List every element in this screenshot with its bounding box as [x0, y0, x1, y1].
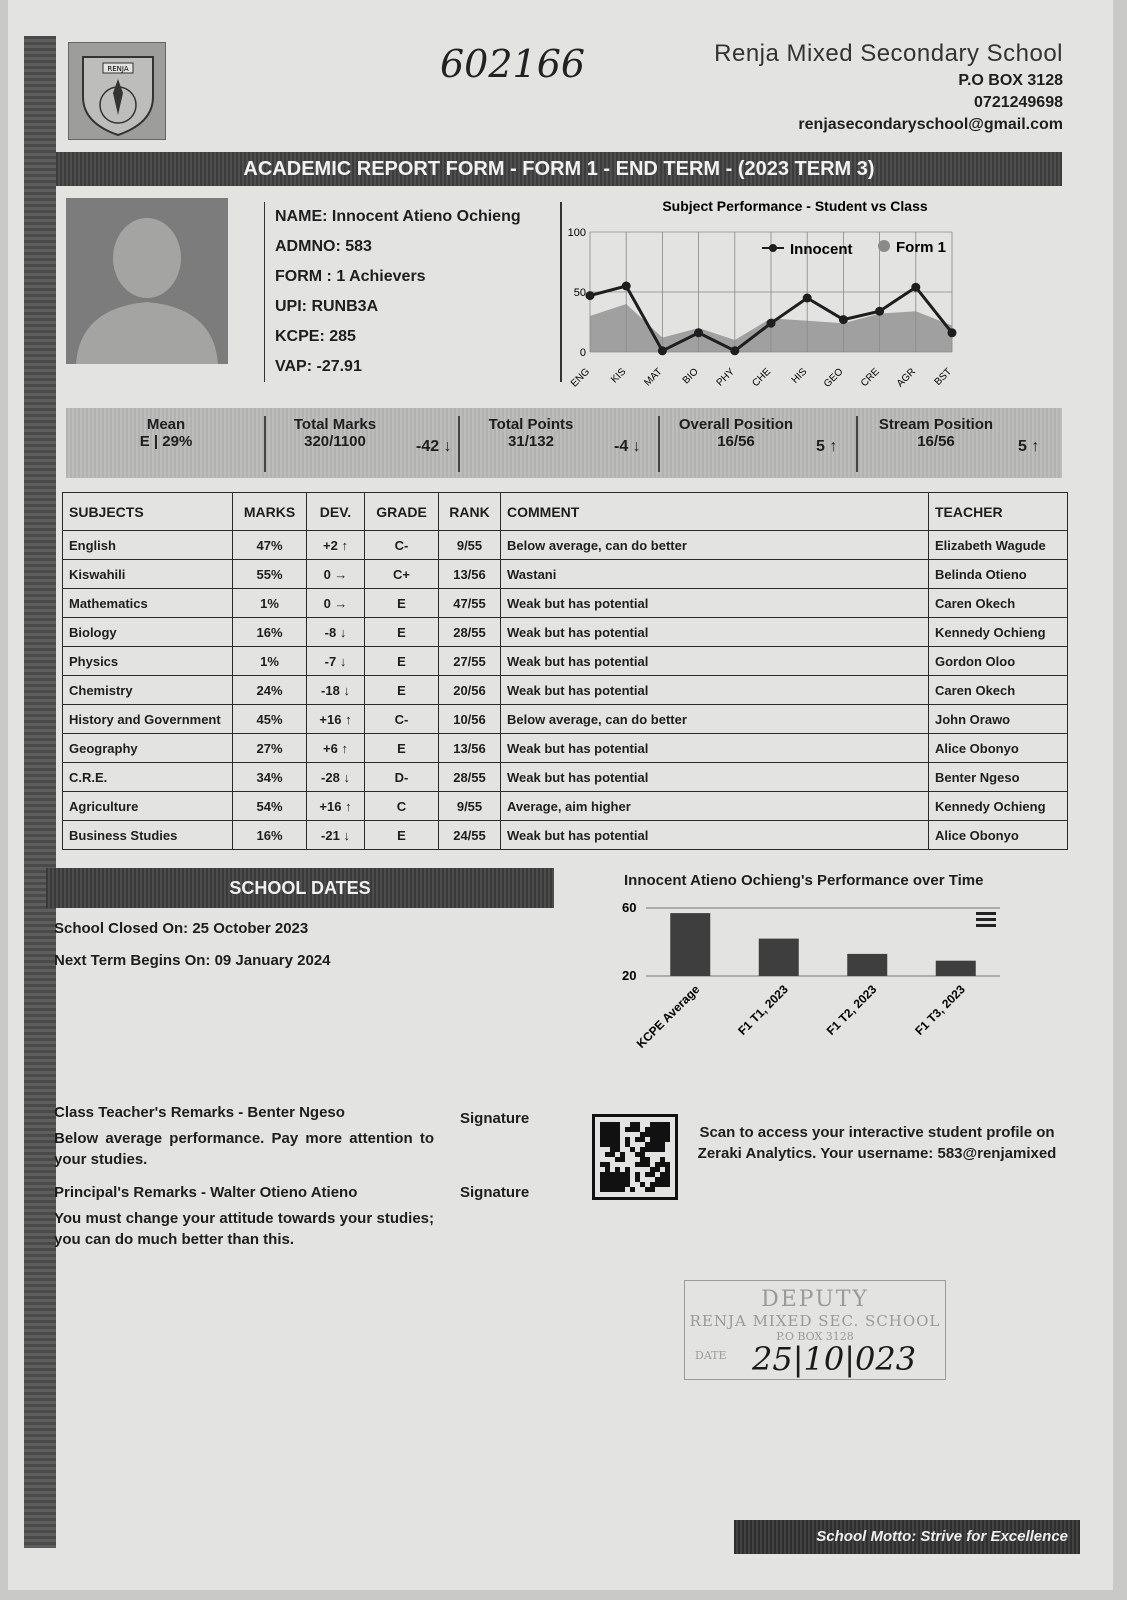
principal-remarks-title: Principal's Remarks - Walter Otieno Atieno [54, 1184, 358, 1201]
cell-rank: 9/55 [439, 531, 501, 560]
cell-subject: Biology [63, 618, 233, 647]
school-logo [68, 42, 166, 140]
cell-grade: E [365, 734, 439, 763]
logo-text: RENJA [107, 65, 129, 73]
cell-subject: Physics [63, 647, 233, 676]
cell-grade: E [365, 618, 439, 647]
cell-comment: Weak but has potential [501, 618, 929, 647]
cell-comment: Weak but has potential [501, 647, 929, 676]
student-name: NAME: Innocent Atieno Ochieng [275, 208, 521, 225]
xtick-3: F1 T3, 2023 [912, 982, 968, 1038]
cell-marks: 1% [233, 647, 307, 676]
cell-rank: 13/56 [439, 560, 501, 589]
school-header [714, 40, 1063, 134]
stamp-line2: RENJA MIXED SEC. SCHOOL [689, 1312, 941, 1330]
legend-innocent-marker [769, 244, 777, 252]
class-teacher-remarks-text: Below average performance. Pay more attention to your studies. [54, 1130, 434, 1168]
table-row [63, 647, 1068, 676]
cell-marks: 45% [233, 705, 307, 734]
col-comment: COMMENT [501, 493, 929, 531]
cell-rank: 24/55 [439, 821, 501, 850]
col-rank: RANK [439, 493, 501, 531]
cell-marks: 54% [233, 792, 307, 821]
stat-stream-value: 16/56 [917, 433, 955, 450]
summary-stats-bar [66, 408, 1062, 478]
xtick-kis: KIS [609, 366, 629, 386]
cell-subject: Kiswahili [63, 560, 233, 589]
stamp-date-label: DATE [695, 1349, 727, 1362]
cell-teacher: Kennedy Ochieng [929, 792, 1068, 821]
school-email: renjasecondaryschool@gmail.com [798, 116, 1063, 133]
table-row [63, 792, 1068, 821]
stat-separator [658, 416, 660, 472]
school-motto: School Motto: Strive for Excellence [734, 1520, 1080, 1554]
cell-grade: C [365, 792, 439, 821]
table-row [63, 821, 1068, 850]
point-agr [911, 283, 920, 292]
cell-subject: Chemistry [63, 676, 233, 705]
student-vap: VAP: -27.91 [275, 358, 362, 375]
cell-dev: 0 → [307, 560, 365, 589]
cell-rank: 9/55 [439, 792, 501, 821]
school-box: P.O BOX 3128 [958, 72, 1063, 89]
cell-marks: 27% [233, 734, 307, 763]
cell-teacher: Gordon Oloo [929, 647, 1068, 676]
cell-dev: -28 ↓ [307, 763, 365, 792]
cell-dev: 0 → [307, 589, 365, 618]
cell-grade: C+ [365, 560, 439, 589]
cell-grade: C- [365, 531, 439, 560]
cell-teacher: Benter Ngeso [929, 763, 1068, 792]
xtick-bst: BST [932, 366, 955, 388]
stat-mean-value: E | 29% [139, 433, 193, 450]
xtick-0: KCPE Average [633, 982, 703, 1051]
cell-grade: D- [365, 763, 439, 792]
xtick-phy: PHY [714, 366, 737, 389]
cell-dev: +6 ↑ [307, 734, 365, 763]
point-phy [730, 346, 739, 355]
cell-dev: +16 ↑ [307, 792, 365, 821]
stat-stream-dev: 5 ↑ [1018, 438, 1040, 455]
cell-comment: Weak but has potential [501, 734, 929, 763]
stat-stream-label: Stream Position [878, 416, 994, 433]
xtick-agr: AGR [894, 366, 918, 390]
cell-marks: 24% [233, 676, 307, 705]
xtick-1: F1 T1, 2023 [735, 982, 791, 1038]
point-bio [694, 328, 703, 337]
cell-dev: -7 ↓ [307, 647, 365, 676]
table-row [63, 531, 1068, 560]
table-row [63, 763, 1068, 792]
student-form: FORM : 1 Achievers [275, 268, 426, 285]
col-subjects: SUBJECTS [63, 493, 233, 531]
chart2-title: Innocent Atieno Ochieng's Performance over Time [624, 872, 984, 889]
cell-rank: 47/55 [439, 589, 501, 618]
col-teacher: TEACHER [929, 493, 1068, 531]
stat-overall-position [670, 416, 802, 470]
stamp-line1: DEPUTY [761, 1287, 869, 1312]
bar-2 [847, 954, 887, 976]
point-geo [839, 315, 848, 324]
qr-instructions: Scan to access your interactive student profile on Zeraki Analytics. Your username: 583@renjamixed [697, 1124, 1057, 1162]
xtick-geo: GEO [822, 366, 846, 390]
chart-menu-icon[interactable] [976, 912, 996, 928]
ytick-0: 0 [579, 347, 586, 359]
cell-grade: E [365, 676, 439, 705]
cell-teacher: Alice Obonyo [929, 734, 1068, 763]
cell-comment: Weak but has potential [501, 676, 929, 705]
cell-teacher: Caren Okech [929, 589, 1068, 618]
chart-divider [560, 202, 562, 382]
point-eng [586, 291, 595, 300]
point-bst [948, 328, 957, 337]
cell-teacher: Kennedy Ochieng [929, 618, 1068, 647]
cell-dev: -21 ↓ [307, 821, 365, 850]
chart1-title: Subject Performance - Student vs Class [662, 198, 928, 214]
cell-rank: 28/55 [439, 763, 501, 792]
cell-marks: 47% [233, 531, 307, 560]
cell-dev: +2 ↑ [307, 531, 365, 560]
cell-subject: History and Government [63, 705, 233, 734]
left-border-strip [24, 36, 56, 1548]
student-photo [66, 198, 228, 364]
col-dev: DEV. [307, 493, 365, 531]
stat-overall-dev: 5 ↑ [816, 438, 838, 455]
bar-3 [936, 961, 976, 976]
cell-rank: 13/56 [439, 734, 501, 763]
table-row [63, 734, 1068, 763]
table-row [63, 618, 1068, 647]
school-dates-banner: SCHOOL DATES [46, 868, 554, 908]
ytick-50: 50 [573, 287, 586, 299]
student-details [264, 202, 521, 382]
cell-comment: Weak but has potential [501, 821, 929, 850]
cell-rank: 28/55 [439, 618, 501, 647]
point-cre [875, 307, 884, 316]
cell-comment: Below average, can do better [501, 531, 929, 560]
legend-form1-marker [878, 240, 890, 252]
cell-teacher: Alice Obonyo [929, 821, 1068, 850]
point-his [803, 294, 812, 303]
xtick-his: HIS [789, 366, 810, 386]
cell-comment: Weak but has potential [501, 589, 929, 618]
class-teacher-signature-label: Signature [460, 1110, 530, 1127]
xtick-che: CHE [750, 366, 774, 390]
cell-grade: C- [365, 705, 439, 734]
cell-rank: 20/56 [439, 676, 501, 705]
col-grade: GRADE [365, 493, 439, 531]
ytick-20: 20 [622, 968, 637, 983]
cell-grade: E [365, 589, 439, 618]
stat-mean-label: Mean [146, 416, 186, 433]
principal-remarks-text: You must change your attitude towards your studies; you can do much better than this. [54, 1210, 434, 1248]
cell-grade: E [365, 821, 439, 850]
ytick-100: 100 [567, 227, 586, 239]
cell-teacher: Belinda Otieno [929, 560, 1068, 589]
principal-signature-label: Signature [460, 1184, 530, 1201]
chart1-legend [762, 239, 946, 258]
cell-grade: E [365, 647, 439, 676]
stat-separator [264, 416, 266, 472]
next-term-date: Next Term Begins On: 09 January 2024 [54, 952, 331, 969]
stat-total-points [476, 416, 586, 470]
col-marks: MARKS [233, 493, 307, 531]
class-teacher-remarks-title: Class Teacher's Remarks - Benter Ngeso [54, 1104, 345, 1121]
ytick-60: 60 [622, 900, 637, 915]
cell-dev: +16 ↑ [307, 705, 365, 734]
stat-total-points-dev: -4 ↓ [614, 438, 641, 455]
stat-separator [458, 416, 460, 472]
performance-over-time-chart [610, 900, 1010, 1080]
cell-comment: Average, aim higher [501, 792, 929, 821]
xtick-2: F1 T2, 2023 [823, 982, 880, 1038]
cell-subject: Mathematics [63, 589, 233, 618]
point-mat [658, 346, 667, 355]
handwritten-stamp-date: 25|10|023 [752, 1340, 917, 1378]
cell-marks: 34% [233, 763, 307, 792]
table-row [63, 589, 1068, 618]
bar-0 [670, 913, 710, 976]
stat-total-marks-label: Total Marks [293, 416, 377, 433]
cell-subject: English [63, 531, 233, 560]
subjects-table [62, 492, 1068, 850]
point-che [767, 319, 776, 328]
cell-subject: Agriculture [63, 792, 233, 821]
stat-total-marks-value: 320/1100 [304, 433, 366, 450]
student-admno: ADMNO: 583 [275, 238, 372, 255]
stat-overall-value: 16/56 [717, 433, 755, 450]
person-silhouette-icon [66, 198, 228, 364]
school-name: Renja Mixed Secondary School [714, 40, 1063, 67]
student-upi: UPI: RUNB3A [275, 298, 379, 315]
table-header-row [63, 493, 1068, 531]
stat-separator [856, 416, 858, 472]
stat-overall-label: Overall Position [678, 416, 794, 433]
table-row [63, 676, 1068, 705]
cell-teacher: John Orawo [929, 705, 1068, 734]
cell-marks: 1% [233, 589, 307, 618]
xtick-eng: ENG [569, 366, 593, 390]
handwritten-number: 602166 [440, 42, 586, 86]
table-row [63, 705, 1068, 734]
cell-marks: 16% [233, 821, 307, 850]
cell-subject: Business Studies [63, 821, 233, 850]
school-phone: 0721249698 [974, 94, 1063, 111]
cell-rank: 27/55 [439, 647, 501, 676]
cell-dev: -8 ↓ [307, 618, 365, 647]
school-closed-date: School Closed On: 25 October 2023 [54, 920, 309, 937]
legend-form1: Form 1 [896, 239, 947, 256]
cell-marks: 55% [233, 560, 307, 589]
cell-comment: Wastani [501, 560, 929, 589]
subject-performance-chart [567, 196, 990, 396]
cell-rank: 10/56 [439, 705, 501, 734]
cell-teacher: Elizabeth Wagude [929, 531, 1068, 560]
stat-stream-position [870, 416, 1002, 470]
student-kcpe: KCPE: 285 [275, 328, 356, 345]
xtick-mat: MAT [642, 366, 665, 389]
cell-teacher: Caren Okech [929, 676, 1068, 705]
point-kis [622, 282, 631, 291]
bar-1 [759, 939, 799, 976]
xtick-bio: BIO [680, 366, 701, 387]
legend-innocent: Innocent [790, 241, 853, 258]
report-title: ACADEMIC REPORT FORM - FORM 1 - END TERM - (2023 TERM 3) [56, 152, 1062, 186]
qr-code-icon[interactable] [592, 1114, 678, 1200]
cell-subject: Geography [63, 734, 233, 763]
stat-total-points-value: 31/132 [508, 433, 554, 450]
stat-total-marks-dev: -42 ↓ [416, 438, 452, 455]
cell-marks: 16% [233, 618, 307, 647]
stat-mean [106, 416, 226, 470]
cell-dev: -18 ↓ [307, 676, 365, 705]
cell-subject: C.R.E. [63, 763, 233, 792]
stamp-line3: P.O BOX 3128 [776, 1330, 854, 1343]
cell-comment: Weak but has potential [501, 763, 929, 792]
xtick-cre: CRE [859, 366, 882, 390]
stat-total-marks [280, 416, 390, 470]
table-row [63, 560, 1068, 589]
cell-comment: Below average, can do better [501, 705, 929, 734]
stat-total-points-label: Total Points [488, 416, 574, 433]
